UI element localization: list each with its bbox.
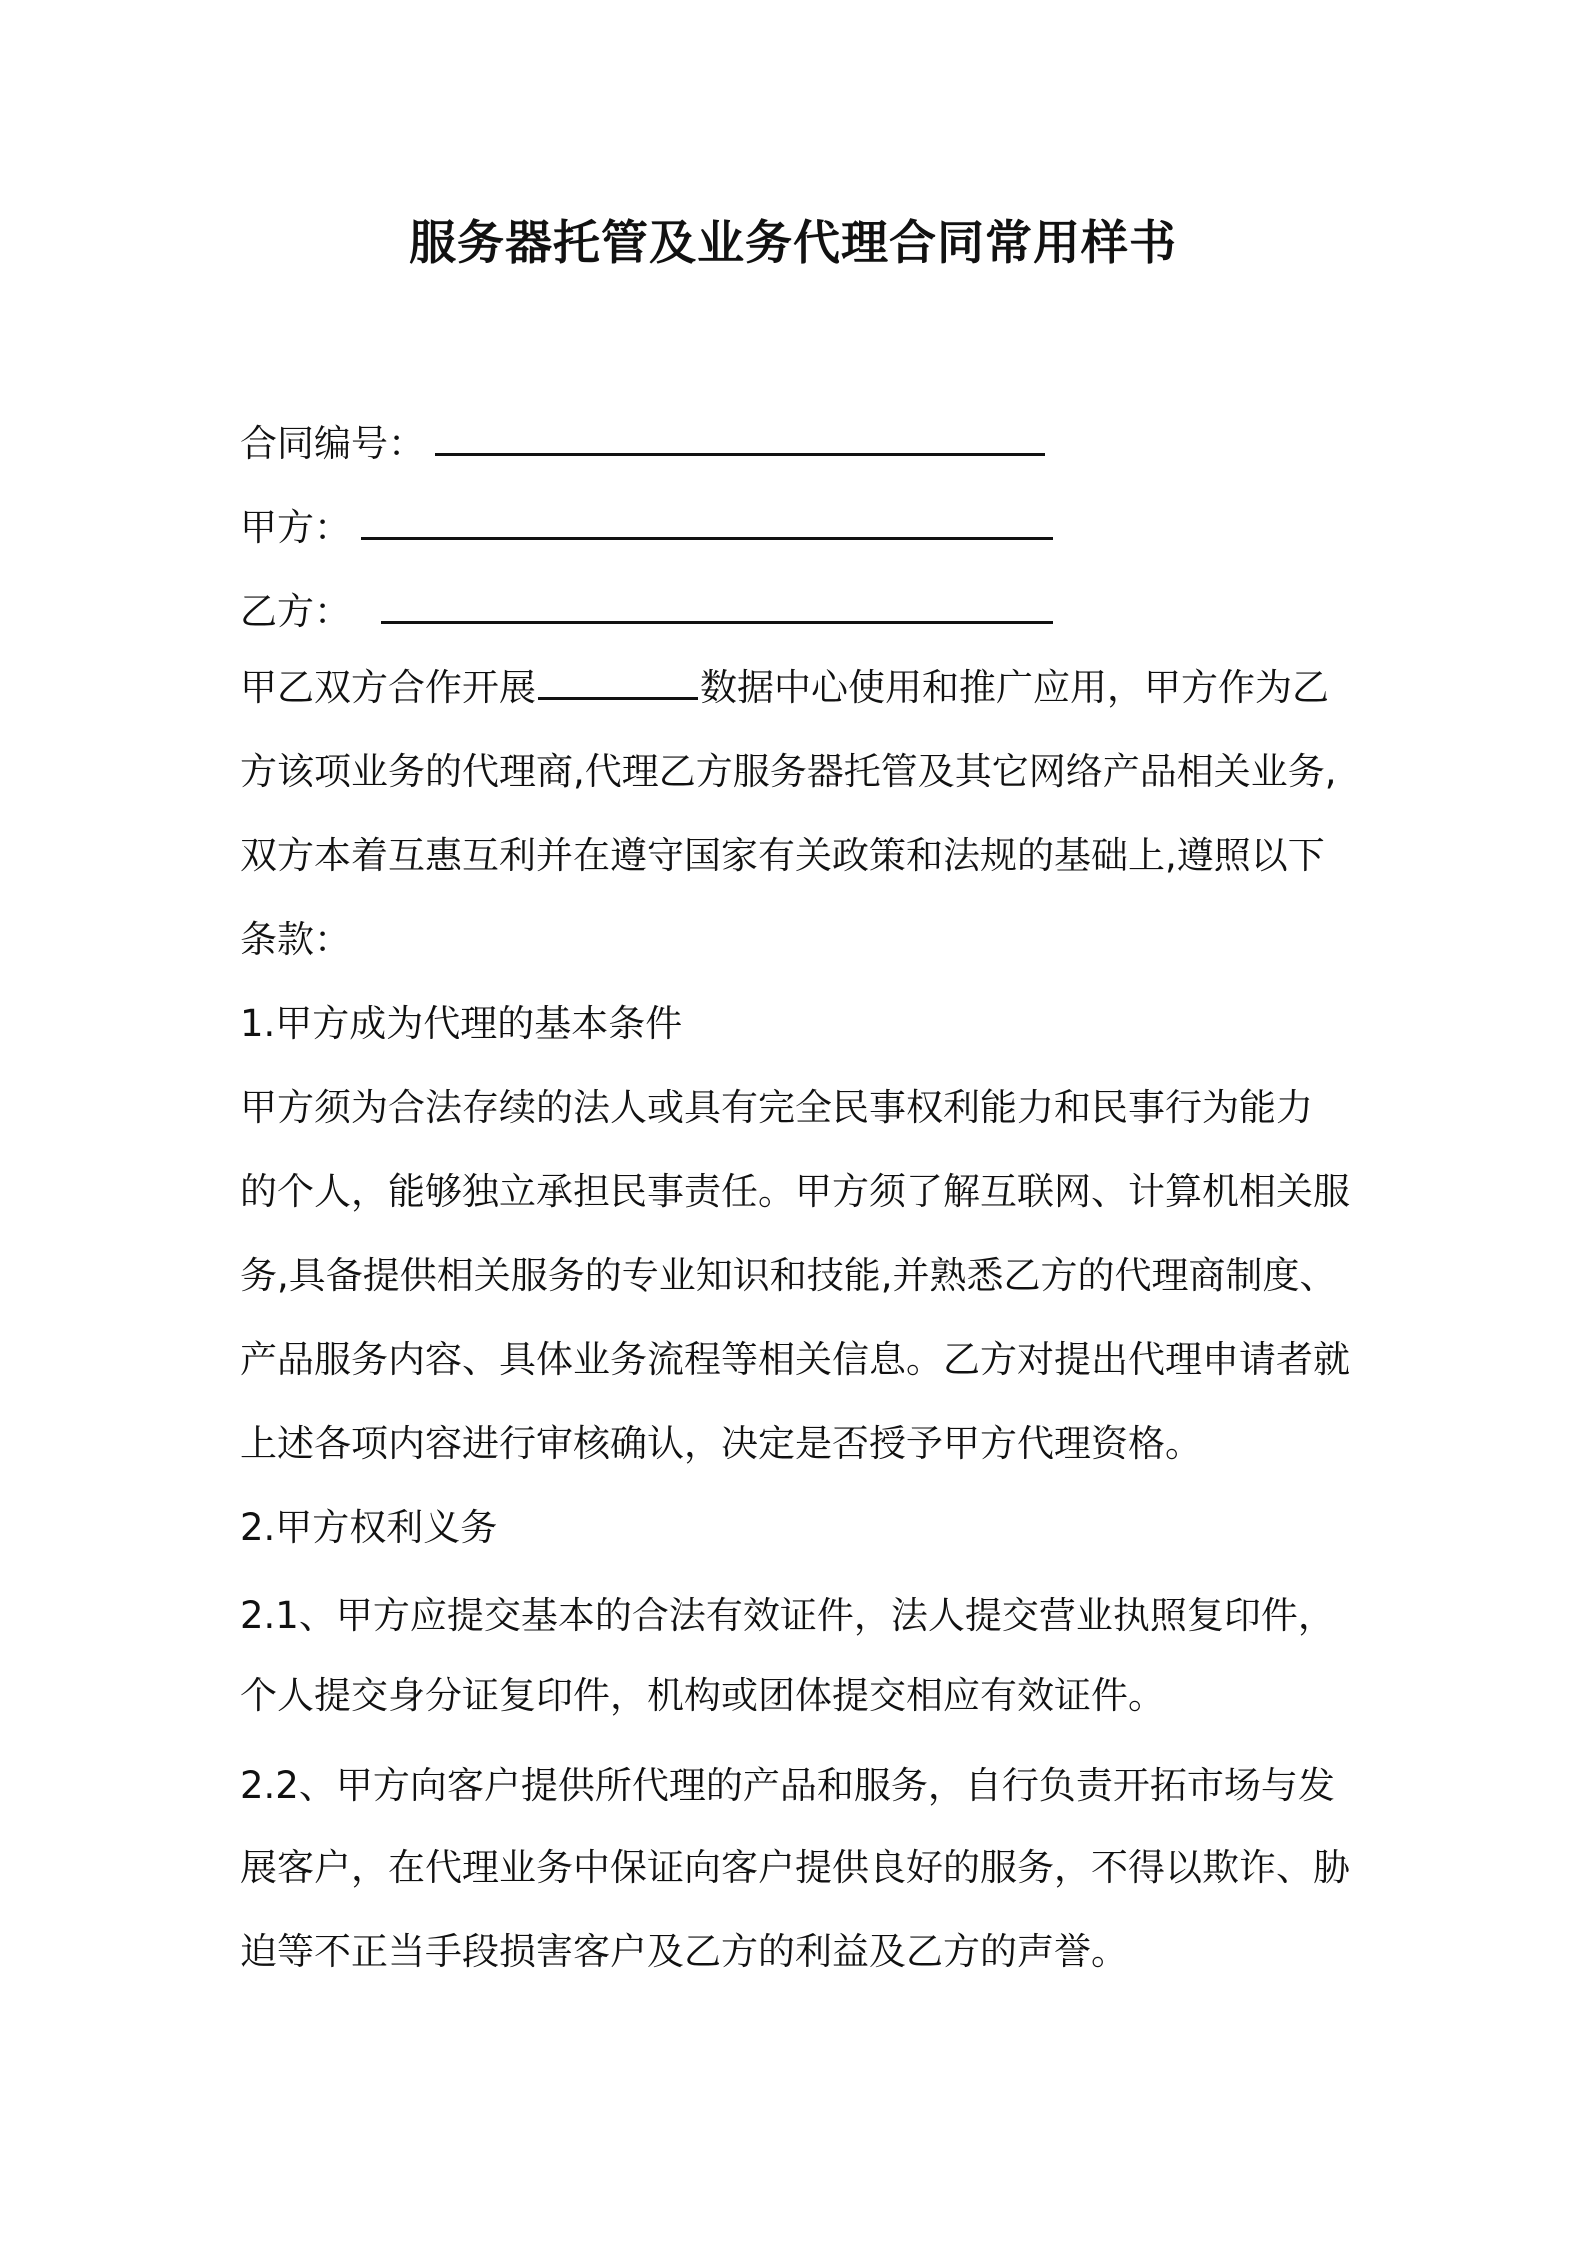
section-1-line: 产品服务内容、具体业务流程等相关信息。乙方对提出代理申请者就 xyxy=(240,1338,1350,1381)
contract-number-label: 合同编号： xyxy=(240,422,425,465)
contract-number-field xyxy=(240,418,1045,470)
contract-number-blank[interactable] xyxy=(435,419,1045,456)
section-1-line: 的个人，能够独立承担民事责任。甲方须了解互联网、计算机相关服 xyxy=(240,1170,1350,1213)
section-1-line: 务,具备提供相关服务的专业知识和技能,并熟悉乙方的代理商制度、 xyxy=(240,1254,1337,1297)
intro-line-1 xyxy=(240,662,1329,714)
intro-line-2: 方该项业务的代理商,代理乙方服务器托管及其它网络产品相关业务, xyxy=(240,750,1337,793)
intro-datacenter-blank[interactable] xyxy=(538,663,698,700)
section-1-line: 上述各项内容进行审核确认，决定是否授予甲方代理资格。 xyxy=(240,1422,1202,1465)
intro-line-3: 双方本着互惠互利并在遵守国家有关政策和法规的基础上,遵照以下 xyxy=(240,834,1325,877)
section-2-heading: 2.甲方权利义务 xyxy=(240,1506,498,1549)
section-1-line: 甲方须为合法存续的法人或具有完全民事权利能力和民事行为能力 xyxy=(240,1086,1313,1129)
party-a-blank[interactable] xyxy=(361,503,1053,540)
clause-2-1-line: 个人提交身分证复印件，机构或团体提交相应有效证件。 xyxy=(240,1674,1165,1717)
clause-2-2-line: 展客户，在代理业务中保证向客户提供良好的服务，不得以欺诈、胁 xyxy=(240,1846,1350,1889)
intro-text-after-blank: 数据中心使用和推广应用，甲方作为乙 xyxy=(700,666,1329,709)
party-b-field xyxy=(240,586,1053,638)
intro-line-4: 条款： xyxy=(240,918,351,961)
clause-2-2-line: 迫等不正当手段损害客户及乙方的利益及乙方的声誉。 xyxy=(240,1930,1128,1973)
party-b-blank[interactable] xyxy=(381,587,1053,624)
party-a-label: 甲方： xyxy=(240,506,351,549)
clause-2-1-line: 2.1、甲方应提交基本的合法有效证件，法人提交营业执照复印件， xyxy=(240,1594,1335,1637)
party-b-label: 乙方： xyxy=(240,590,351,633)
document-title: 服务器托管及业务代理合同常用样书 xyxy=(409,216,1177,271)
section-1-heading: 1.甲方成为代理的基本条件 xyxy=(240,1002,683,1045)
intro-text-before-blank: 甲乙双方合作开展 xyxy=(240,666,536,709)
party-a-field xyxy=(240,502,1053,554)
clause-2-2-line: 2.2、甲方向客户提供所代理的产品和服务，自行负责开拓市场与发 xyxy=(240,1764,1335,1807)
